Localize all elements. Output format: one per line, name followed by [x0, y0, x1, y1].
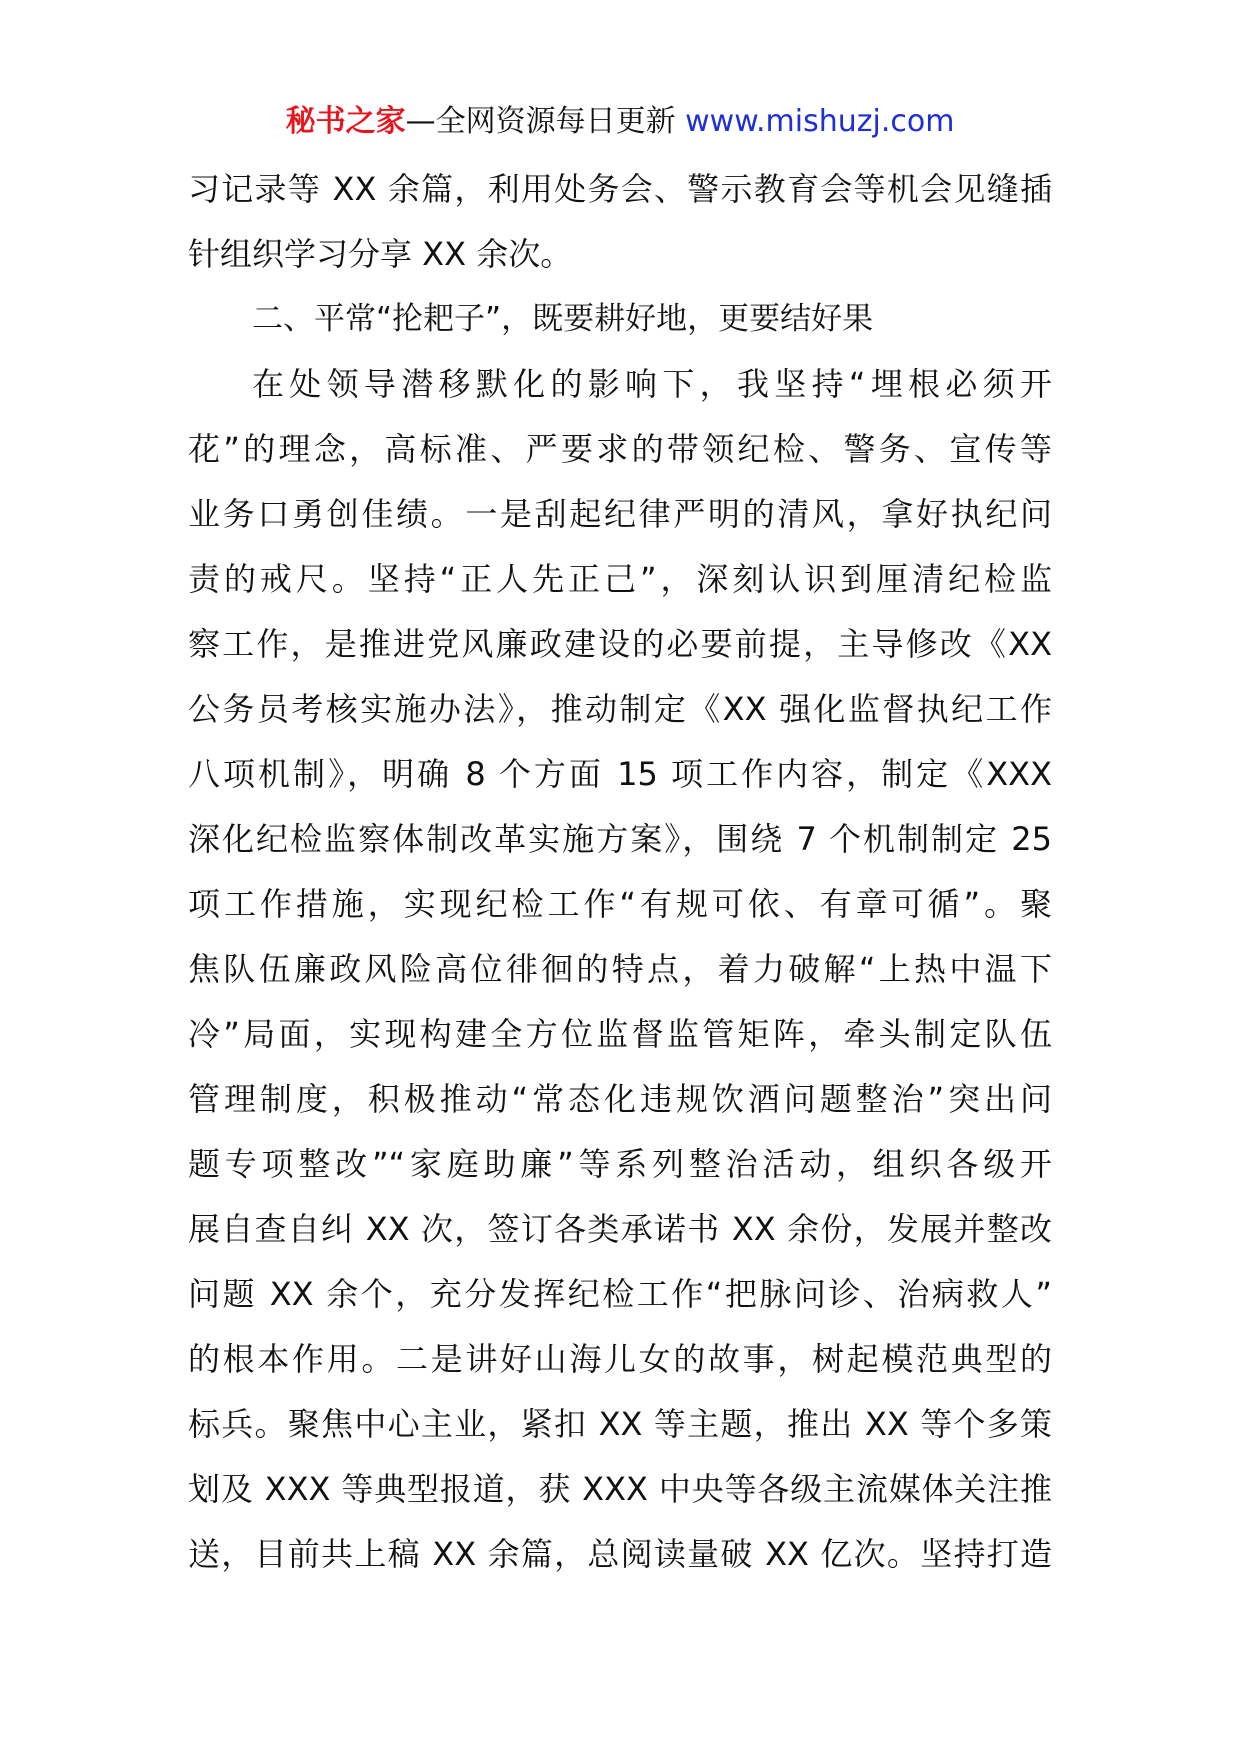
text-line: 针组织学习分享 XX 余次。	[188, 235, 573, 273]
text-line: 公务员考核实施办法》，推动制定《XX 强化监督执纪工作	[188, 690, 1052, 728]
text-line: 花”的理念，高标准、严要求的带领纪检、警务、宣传等	[188, 430, 1052, 468]
text-line: 深化纪检监察体制改革实施方案》，围绕 7 个机制制定 25	[188, 820, 1052, 858]
document-body	[188, 157, 1052, 1587]
text-line: 的根本作用。二是讲好山海儿女的故事，树起模范典型的	[188, 1340, 1052, 1378]
text-line: 题专项整改”“家庭助廉”等系列整治活动，组织各级开	[188, 1145, 1052, 1183]
text-line: 划及 XXX 等典型报道，获 XXX 中央等各级主流媒体关注推	[188, 1470, 1052, 1508]
site-watermark-header	[0, 100, 1240, 144]
text-line: 问题 XX 余个，充分发挥纪检工作“把脉问诊、治病救人”	[188, 1275, 1052, 1313]
text-line: 展自查自纠 XX 次，签订各类承诺书 XX 余份，发展并整改	[188, 1210, 1052, 1248]
text-line: 标兵。聚焦中心主业，紧扣 XX 等主题，推出 XX 等个多策	[188, 1405, 1052, 1443]
site-brand: 秘书之家	[285, 104, 406, 139]
site-tagline: —全网资源每日更新	[405, 104, 686, 139]
text-line: 责的戒尺。坚持“正人先正己”，深刻认识到厘清纪检监	[188, 560, 1052, 598]
site-url: www.mishuzj.com	[685, 104, 955, 139]
text-line: 冷”局面，实现构建全方位监督监管矩阵，牵头制定队伍	[188, 1015, 1052, 1053]
text-line: 习记录等 XX 余篇，利用处务会、警示教育会等机会见缝插	[188, 170, 1052, 208]
text-line: 焦队伍廉政风险高位徘徊的特点，着力破解“上热中温下	[188, 950, 1052, 988]
section-heading: 二、平常“抡耙子”，既要耕好地，更要结好果	[252, 301, 874, 337]
text-line: 送，目前共上稿 XX 余篇，总阅读量破 XX 亿次。坚持打造	[188, 1535, 1052, 1573]
text-line: 八项机制》，明确 8 个方面 15 项工作内容，制定《XXX	[188, 755, 1052, 793]
text-line: 察工作，是推进党风廉政建设的必要前提，主导修改《XX	[188, 625, 1052, 663]
text-line: 项工作措施，实现纪检工作“有规可依、有章可循”。聚	[188, 885, 1052, 923]
text-line: 在处领导潜移默化的影响下，我坚持“埋根必须开	[252, 365, 1052, 403]
text-line: 业务口勇创佳绩。一是刮起纪律严明的清风，拿好执纪问	[188, 495, 1052, 533]
text-line: 管理制度，积极推动“常态化违规饮酒问题整治”突出问	[188, 1080, 1052, 1118]
